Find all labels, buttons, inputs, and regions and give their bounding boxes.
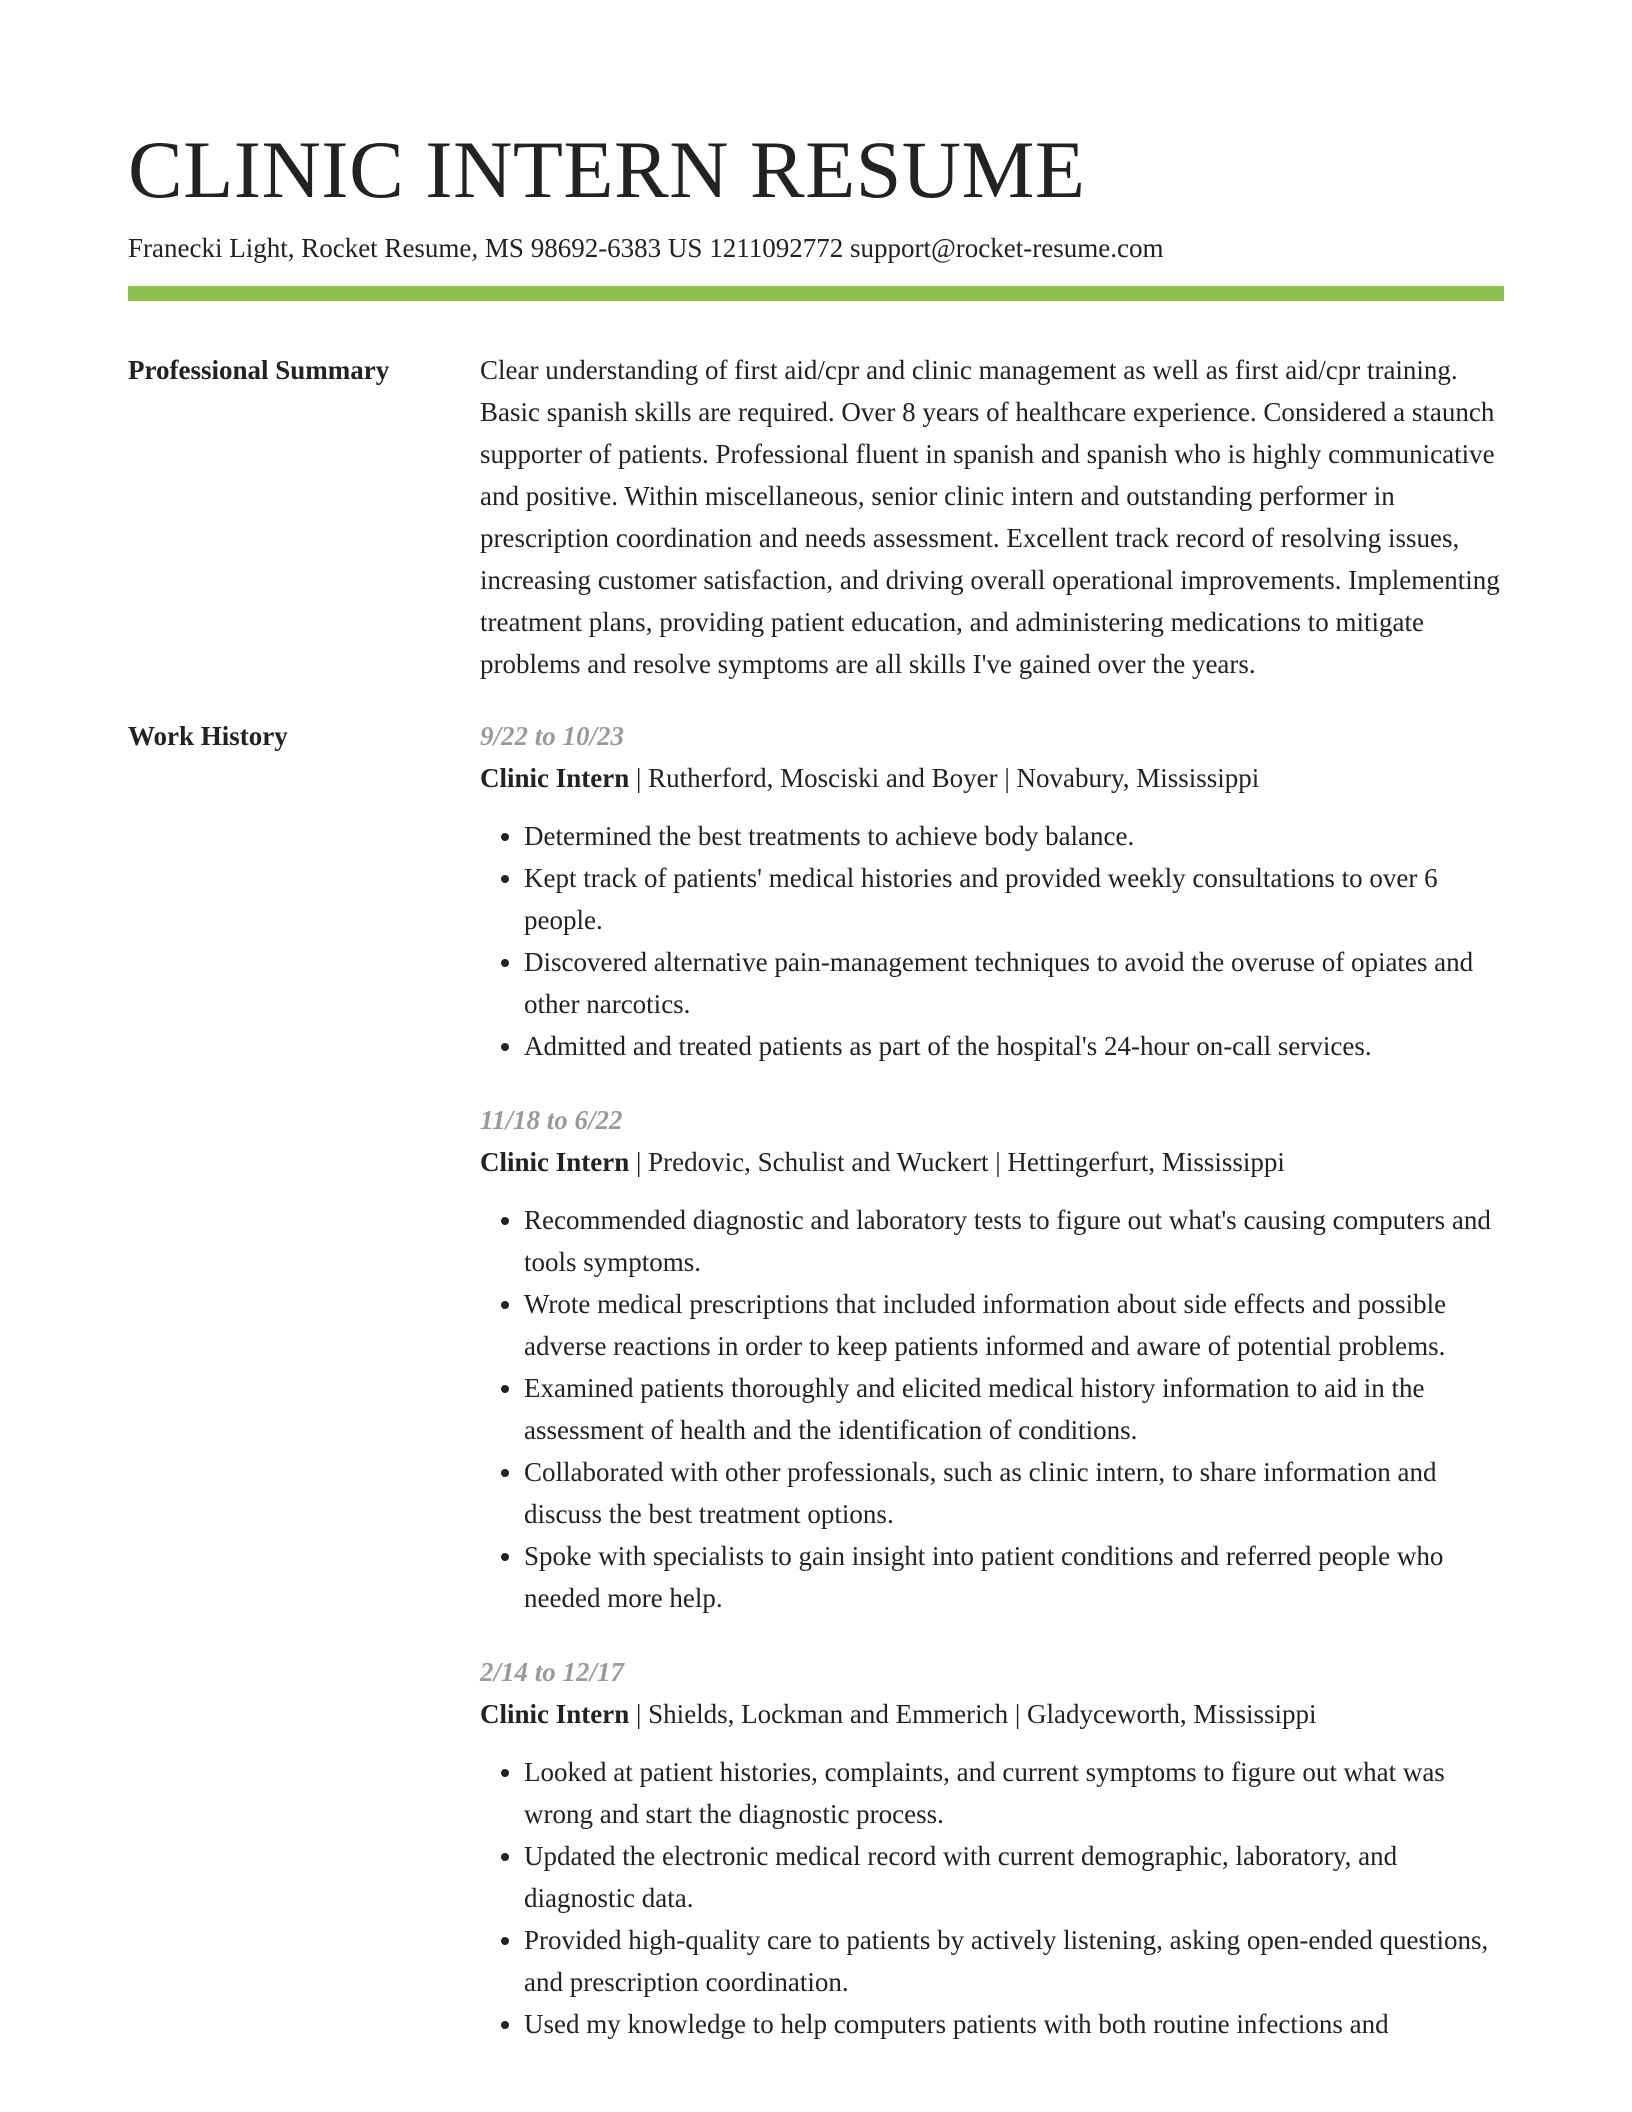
job-bullet: • Used my knowledge to help computers patients with both routine infections and xyxy=(524,2003,1504,2045)
job-bullet: • Admitted and treated patients as part of the hospital's 24-hour on-call services. xyxy=(524,1025,1504,1067)
work-history-section xyxy=(128,715,1504,2077)
accent-divider xyxy=(128,286,1504,301)
job-bullet: • Looked at patient histories, complaints, and current symptoms to figure out what was wrong and start the diagnostic process. xyxy=(524,1751,1504,1835)
resume-page xyxy=(128,0,1504,2077)
job-dates: 11/18 to 6/22 xyxy=(480,1105,623,1135)
job-heading xyxy=(480,1693,1504,1735)
job-bullet: • Kept track of patients' medical histories and provided weekly consultations to over 6 people. xyxy=(524,857,1504,941)
resume-title: CLINIC INTERN RESUME xyxy=(128,124,1086,215)
job-employer-location: | Rutherford, Mosciski and Boyer | Novabury, Mississippi xyxy=(629,763,1260,793)
job-bullet: • Recommended diagnostic and laboratory tests to figure out what's causing computers and tools symptoms. xyxy=(524,1199,1504,1283)
job-heading xyxy=(480,757,1504,799)
contact-line: Franecki Light, Rocket Resume, MS 98692-6383 US 1211092772 support@rocket-resume.com xyxy=(128,233,1164,263)
job-title: Clinic Intern xyxy=(480,763,630,793)
section-label-work-history: Work History xyxy=(128,721,288,751)
job-title: Clinic Intern xyxy=(480,1699,630,1729)
job-bullet-list xyxy=(480,1751,1504,2045)
job-dates: 2/14 to 12/17 xyxy=(480,1657,625,1687)
job-bullet: • Wrote medical prescriptions that included information about side effects and possible adverse reactions in order to keep patients informed and aware of potential problems. xyxy=(524,1283,1504,1367)
work-history-body xyxy=(480,715,1504,2077)
job-bullet: • Updated the electronic medical record with current demographic, laboratory, and diagnostic data. xyxy=(524,1835,1504,1919)
professional-summary-section xyxy=(128,349,1504,685)
section-label-professional-summary: Professional Summary xyxy=(128,355,390,385)
job-title: Clinic Intern xyxy=(480,1147,630,1177)
job-employer-location: | Shields, Lockman and Emmerich | Gladyceworth, Mississippi xyxy=(629,1699,1317,1729)
job-bullet: • Determined the best treatments to achieve body balance. xyxy=(524,815,1504,857)
job-employer-location: | Predovic, Schulist and Wuckert | Hettingerfurt, Mississippi xyxy=(629,1147,1285,1177)
job-entry xyxy=(480,1099,1504,1619)
job-dates: 9/22 to 10/23 xyxy=(480,721,625,751)
job-heading xyxy=(480,1141,1504,1183)
job-bullet-list xyxy=(480,815,1504,1067)
job-bullet: • Spoke with specialists to gain insight into patient conditions and referred people who needed more help. xyxy=(524,1535,1504,1619)
job-entry xyxy=(480,715,1504,1067)
job-bullet: • Collaborated with other professionals, such as clinic intern, to share information and discuss the best treatment options. xyxy=(524,1451,1504,1535)
job-bullet: • Discovered alternative pain-management techniques to avoid the overuse of opiates and other narcotics. xyxy=(524,941,1504,1025)
summary-body xyxy=(480,349,1504,685)
job-bullet: • Provided high-quality care to patients by actively listening, asking open-ended questions, and prescription coordination. xyxy=(524,1919,1504,2003)
job-bullet: • Examined patients thoroughly and elicited medical history information to aid in the assessment of health and the identification of conditions. xyxy=(524,1367,1504,1451)
summary-text: Clear understanding of first aid/cpr and clinic management as well as first aid/cpr training. Basic spanish skills are required. Over 8 years of healthcare experience. Considered a staunch supporter of patients. Professional fluent in spanish and spanish who is highly communicative and positive. Within miscellaneous, senior clinic intern and outstanding performer in prescription coordination and needs assessment. Excellent track record of resolving issues, increasing customer satisfaction, and driving overall operational improvements. Implementing treatment plans, providing patient education, and administering medications to mitigate problems and resolve symptoms are all skills I've gained over the years. xyxy=(480,355,1500,679)
job-bullet-list xyxy=(480,1199,1504,1619)
job-entry xyxy=(480,1651,1504,2045)
